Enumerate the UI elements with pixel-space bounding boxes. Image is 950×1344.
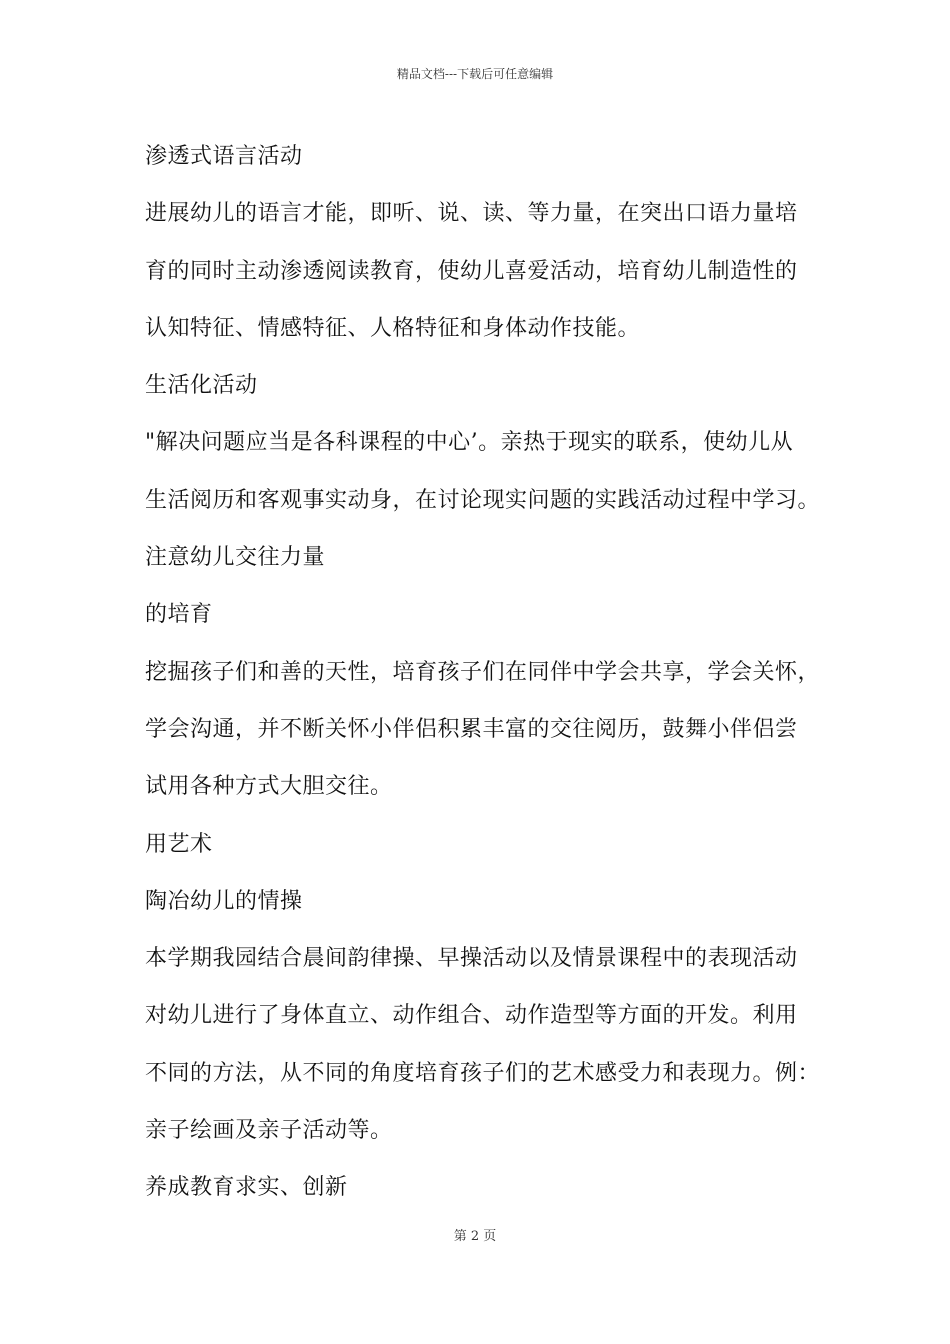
heading-habit-education: 养成教育求实、创新 [145,1175,348,1201]
paragraph-line: 生活阅历和客观事实动身，在讨论现实问题的实践活动过程中学习。 [145,487,821,513]
paragraph-line: 认知特征、情感特征、人格特征和身体动作技能。 [145,315,641,341]
paragraph-line: 试用各种方式大胆交往。 [145,774,393,800]
page-header: 精品文档---下载后可任意编辑 [396,67,554,81]
heading-life-activity: 生活化活动 [145,373,258,399]
heading-language-activity: 渗透式语言活动 [145,144,303,169]
paragraph-line: 亲子绘画及亲子活动等。 [145,1118,393,1144]
heading-social-skills: 注意幼儿交往力量 [145,545,326,571]
paragraph-line: 本学期我园结合晨间韵律操、早操活动以及情景课程中的表现活动 [145,946,798,972]
page-number: 第 2 页 [453,1229,497,1244]
heading-art-cont: 陶冶幼儿的情操 [145,888,303,914]
paragraph-line: 不同的方法，从不同的角度培育孩子们的艺术感受力和表现力。例： [145,1060,821,1086]
paragraph-line: 进展幼儿的语言才能，即听、说、读、等力量，在突出口语力量培 [145,201,798,227]
paragraph-line: 育的同时主动渗透阅读教育，使幼儿喜爱活动，培育幼儿制造性的 [145,258,798,284]
paragraph-line: 对幼儿进行了身体直立、动作组合、动作造型等方面的开发。利用 [145,1003,798,1029]
paragraph-line: "解决问题应当是各科课程的中心’。亲热于现实的联系，使幼儿从 [145,430,794,456]
paragraph-line: 学会沟通，并不断关怀小伴侣积累丰富的交往阅历，鼓舞小伴侣尝 [145,716,798,742]
heading-social-skills-cont: 的培育 [145,602,213,628]
document-body [145,128,825,1217]
heading-art: 用艺术 [145,831,213,857]
paragraph-line: 挖掘孩子们和善的天性，培育孩子们在同伴中学会共享，学会关怀， [145,659,821,685]
